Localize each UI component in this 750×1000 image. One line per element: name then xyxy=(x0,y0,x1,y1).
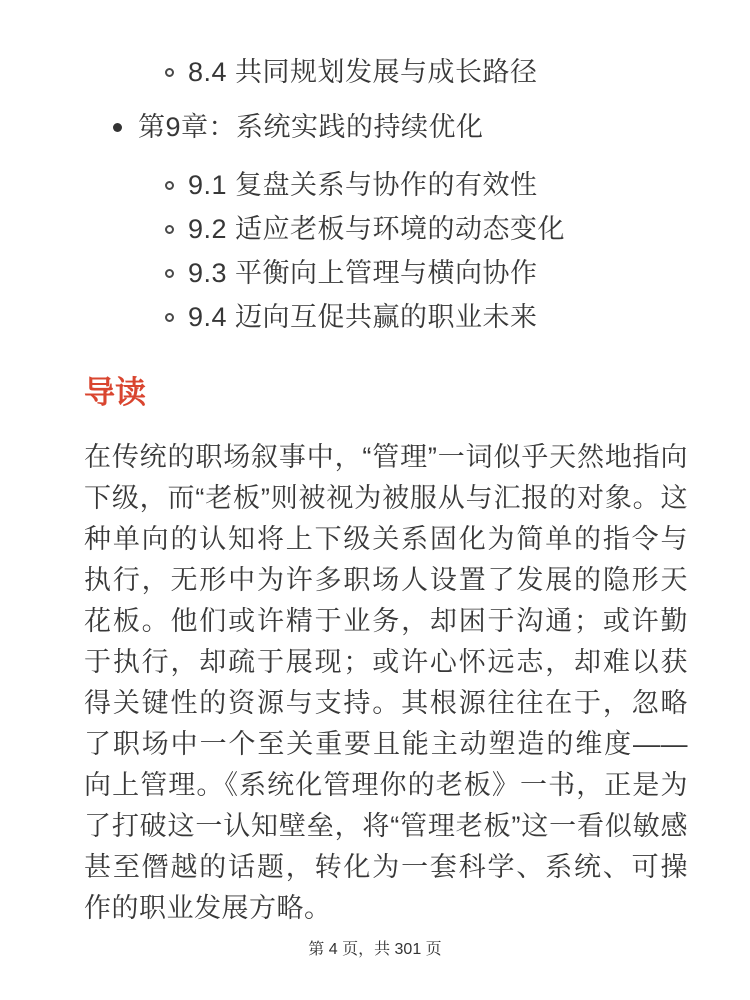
toc-item xyxy=(84,255,688,292)
toc-item-label: 9.2 适应老板与环境的动态变化 xyxy=(188,214,566,244)
hollow-bullet-icon xyxy=(165,225,174,234)
hollow-bullet-icon xyxy=(165,181,174,190)
toc-item-label: 第9章：系统实践的持续优化 xyxy=(138,112,484,142)
toc-item xyxy=(84,54,688,91)
toc-list xyxy=(84,54,688,336)
toc-item-label: 9.1 复盘关系与协作的有效性 xyxy=(188,170,538,200)
page-number-footer: 第 4 页，共 301 页 xyxy=(308,941,442,958)
toc-item xyxy=(84,299,688,336)
toc-item xyxy=(84,167,688,204)
toc-item xyxy=(84,211,688,248)
toc-item-label: 9.3 平衡向上管理与横向协作 xyxy=(188,258,538,288)
toc-item-label: 9.4 迈向互促共赢的职业未来 xyxy=(188,302,538,332)
hollow-bullet-icon xyxy=(165,269,174,278)
toc-item-chapter xyxy=(84,109,688,146)
intro-paragraph: 在传统的职场叙事中，“管理”一词似乎天然地指向下级，而“老板”则被视为被服从与汇报的对象。这种单向的认知将上下级关系固化为简单的指令与执行，无形中为许多职场人设置了发展的隐形天花板。他们或许精于业务，却困于沟通；或许勤于执行，却疏于展现；或许心怀远志，却难以获得关键性的资源与支持。其根源往往在于，忽略了职场中一个至关重要且能主动塑造的维度——向上管理。《系统化管理你的老板》一书，正是为了打破这一认知壁垒，将“管理老板”这一看似敏感甚至僭越的话题，转化为一套科学、系统、可操作的职业发展方略。 xyxy=(84,441,688,923)
hollow-bullet-icon xyxy=(165,313,174,322)
toc-item-label: 8.4 共同规划发展与成长路径 xyxy=(188,57,538,87)
hollow-bullet-icon xyxy=(165,68,174,77)
filled-bullet-icon xyxy=(113,123,122,132)
section-heading-daodu: 导读 xyxy=(84,375,146,410)
